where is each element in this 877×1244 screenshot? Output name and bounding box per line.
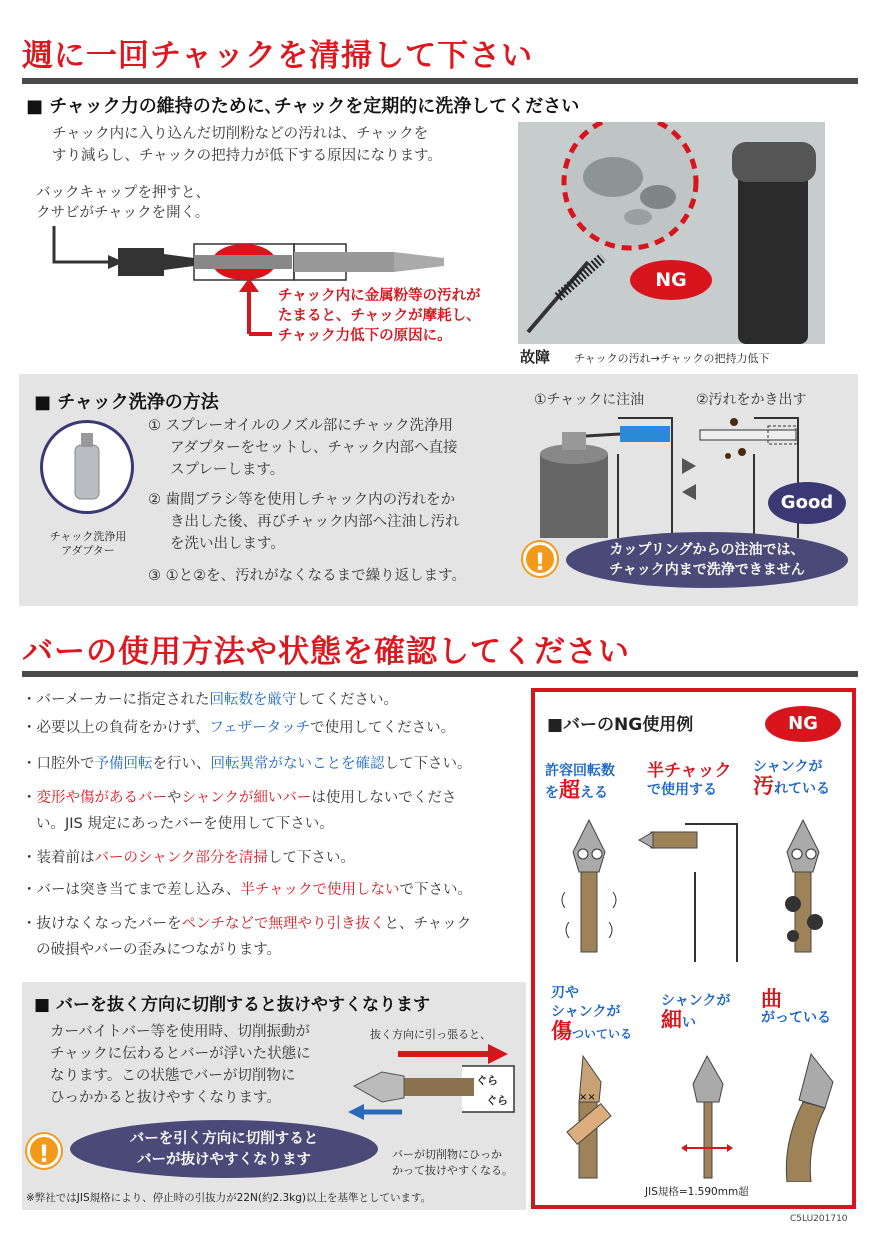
catch-line-1: バーが切削物にひっか (392, 1148, 502, 1161)
ex4-text: 刃や シャンクが 傷ついている (551, 985, 633, 1043)
doc-code: C5LU201710 (790, 1214, 848, 1224)
pull-line-3: なります。この状態でバーが切削物に (50, 1068, 296, 1084)
bullet-3: ・口腔外で予備回転を行い、回転異常がないことを確認して下さい。 (22, 756, 472, 772)
pull-warning-line-1: バーを引く方向に切削すると (129, 1131, 319, 1147)
ex2-text: 半チャック で使用する (647, 761, 732, 798)
gura-1: ぐら (476, 1074, 498, 1087)
good-badge: Good (768, 482, 846, 524)
ng-row1-illustration (541, 812, 851, 972)
step2-line-3: を洗い出します。 (170, 536, 285, 552)
bullet-4: ・変形や傷があるバーやシャンクが細いバーは使用しないでくださ (22, 790, 457, 806)
warning-icon: ! (523, 542, 557, 576)
pull-warning (70, 1120, 378, 1178)
pull-warning-line-2: バーが抜けやすくなります (137, 1152, 311, 1168)
step2-line-1: ② 歯間ブラシ等を使用しチャック内の汚れをか (148, 492, 456, 508)
ng-badge: NG (765, 706, 841, 742)
catch-line-2: かって抜けやすくなる。 (392, 1164, 513, 1177)
title-rule (22, 78, 858, 84)
intro-line-1: チャック内に入り込んだ切削粉などの汚れは、チャックを (52, 126, 429, 142)
jis-label: JIS規格=1.590mm超 (645, 1186, 749, 1198)
ng-row2-illustration (541, 1052, 851, 1182)
pull-line-2: チャックに伝わるとバーが浮いた状態に (50, 1046, 311, 1062)
backcap-line-1: バックキャップを押すと、 (36, 185, 210, 201)
chuck-photo (518, 122, 825, 344)
ex3-text: シャンクが 汚れている (753, 759, 830, 798)
section2-title: バーの使用方法や状態を確認してください (22, 634, 630, 670)
step1-line-2: アダプターをセットし、チャック内部へ直接 (170, 440, 458, 456)
pull-arrow-label: 抜く方向に引っ張ると、 (370, 1028, 491, 1041)
intro-line-2: すり減らし、チャックの把持力が低下する原因になります。 (52, 148, 442, 164)
bullet-4-cont: い。JIS 規定にあったバーを使用して下さい。 (36, 816, 334, 832)
bullet-7: ・抜けなくなったバーをペンチなどで無理やり引き抜くと、チャック (22, 916, 472, 932)
cause-line-2: たまると、チャックが摩耗し、 (278, 308, 481, 324)
photo-ng-badge: NG (630, 260, 712, 300)
label-oil: ①チャックに注油 (534, 392, 645, 408)
backcap-line-2: クサビがチャックを開く。 (36, 205, 210, 221)
cause-line-3: チャック力低下の原因に。 (278, 328, 452, 344)
adapter-image (40, 420, 134, 514)
step3-line: ③ ①と②を、汚れがなくなるまで繰り返します。 (148, 568, 466, 584)
section1-heading: ■ チャック力の維持のために､チャックを定期的に洗浄してください (26, 96, 580, 117)
bullet-6: ・バーは突き当てまで差し込み、半チャックで使用しないで下さい。 (22, 882, 472, 898)
pull-line-4: ひっかかると抜けやすくなります。 (50, 1090, 281, 1106)
photo-caption: チャックの汚れ→チャックの把持力低下 (574, 352, 770, 365)
cleaning-warning-line-1: カップリングからの注油では、 (609, 542, 805, 558)
ex1-text: 許容回転数 を超える (545, 763, 615, 802)
bullet-7-cont: の破損やバーの歪みにつながります。 (36, 942, 282, 958)
bullet-2: ・必要以上の負荷をかけず、フェザータッチで使用してください。 (22, 720, 456, 736)
pull-line-1: カーバイトバー等を使用時、切削振動が (50, 1024, 310, 1040)
photo-caption-bold: 故障 (520, 348, 551, 366)
svg-text:××: ×× (579, 1092, 596, 1103)
footnote: ※弊社ではJIS規格により、停止時の引抜力が22N(約2.3kg)以上を基準としています。 (26, 1192, 432, 1204)
bullet-5: ・装着前はバーのシャンク部分を清掃して下さい。 (22, 850, 355, 866)
section2-rule (22, 671, 858, 677)
pull-warning-icon: ! (27, 1134, 61, 1168)
section1-title: 週に一回チャックを清掃して下さい (22, 38, 534, 74)
cleaning-heading: ■ チャック洗浄の方法 (34, 392, 219, 413)
ex6-text: 曲 がっている (761, 987, 831, 1026)
ng-examples-box (531, 688, 856, 1209)
gura-2: ぐら (486, 1094, 508, 1107)
cleaning-warning (566, 532, 848, 588)
step1-line-1: ① スプレーオイルのノズル部にチャック洗浄用 (148, 418, 453, 434)
step2-line-2: き出した後、再びチャック内部へ注油し汚れ (170, 514, 460, 530)
ng-heading: ■バーのNG使用例 (547, 715, 694, 735)
cleaning-warning-line-2: チャック内まで洗浄できません (609, 562, 805, 578)
bullet-1: ・バーメーカーに指定された回転数を厳守してください。 (22, 692, 398, 708)
label-scrape: ②汚れをかき出す (696, 392, 807, 408)
ex5-text: シャンクが 細い (661, 993, 731, 1032)
adapter-label-2: アダプター (61, 544, 115, 557)
pull-heading: ■ バーを抜く方向に切削すると抜けやすくなります (34, 995, 430, 1015)
adapter-label-1: チャック洗浄用 (49, 530, 127, 543)
step1-line-3: スプレーします。 (170, 462, 285, 478)
cause-line-1: チャック内に金属粉等の汚れが (278, 288, 481, 304)
